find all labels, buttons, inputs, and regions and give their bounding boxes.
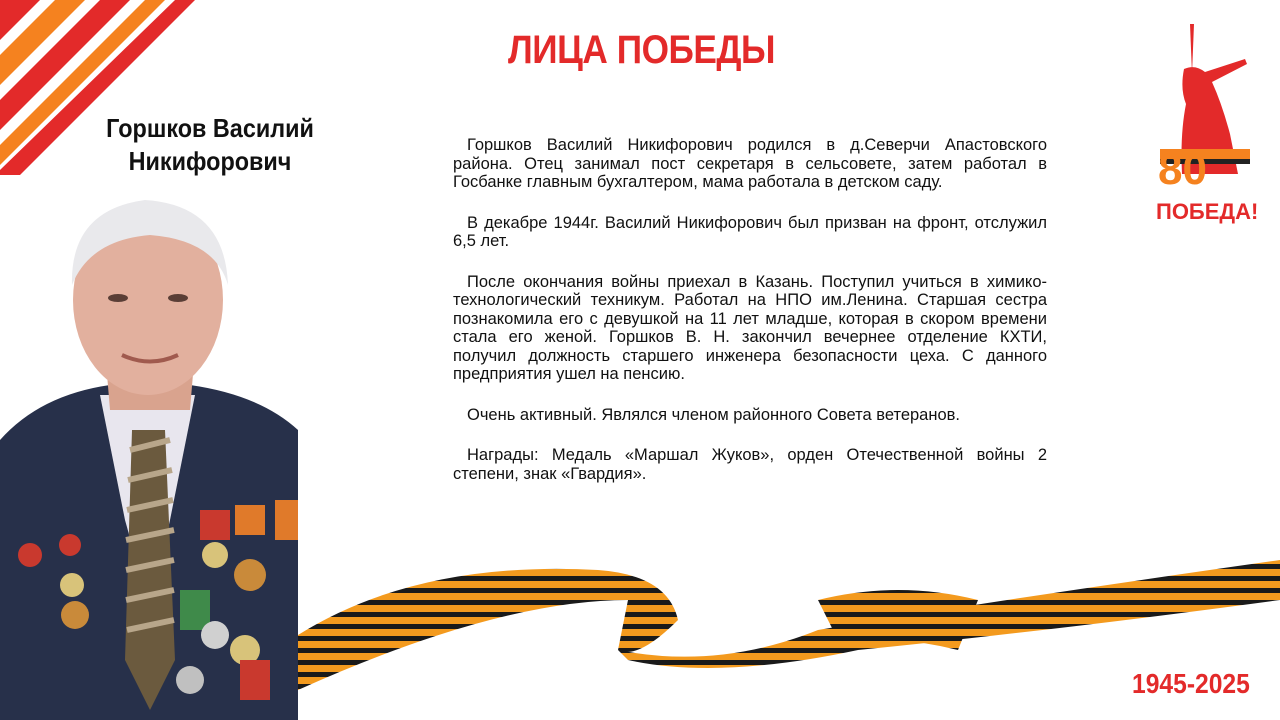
bio-paragraph-1: Горшков Василий Никифорович родился в д.Северчи Апастовского района. Отец занимал пост секретаря в сельсовете, затем работал в Госбанке главным бухгалтером, мама работала в детском саду. <box>453 136 1047 191</box>
bio-paragraph-2: В декабре 1944г. Василий Никифорович был призван на фронт, отслужил 6,5 лет. <box>453 213 1047 250</box>
emblem-number: 80 <box>1158 145 1207 194</box>
emblem-text: ПОБЕДА! <box>1156 199 1259 224</box>
bio-paragraph-4: Очень активный. Являлся членом районного Совета ветеранов. <box>467 405 961 424</box>
victory-80-emblem <box>1150 24 1260 224</box>
person-name <box>75 112 345 178</box>
page-title: ЛИЦА ПОБЕДЫ <box>508 28 776 72</box>
bio-paragraph-3: После окончания войны приехал в Казань. Поступил учиться в химико-технологический техникум. Работал на НПО им.Ленина. Старшая сестра познакомила его с девушкой на 11 лет младше, которая в скором времени стала его женой. Горшков В. Н. закончил вечернее отделение КХТИ, получил должность старшего инженера безопасности цеха. С данного предприятия ушел на пенсию. <box>453 272 1047 383</box>
person-name-line1: Горшков Василий <box>106 113 314 143</box>
footer-years: 1945-2025 <box>1132 668 1250 699</box>
portrait-photo <box>0 190 298 720</box>
biography-text <box>453 136 1047 505</box>
person-name-line2: Никифорович <box>128 146 292 176</box>
bio-paragraph-5: Награды: Медаль «Маршал Жуков», орден Отечественной войны 2 степени, знак «Гвардия». <box>453 446 1047 483</box>
